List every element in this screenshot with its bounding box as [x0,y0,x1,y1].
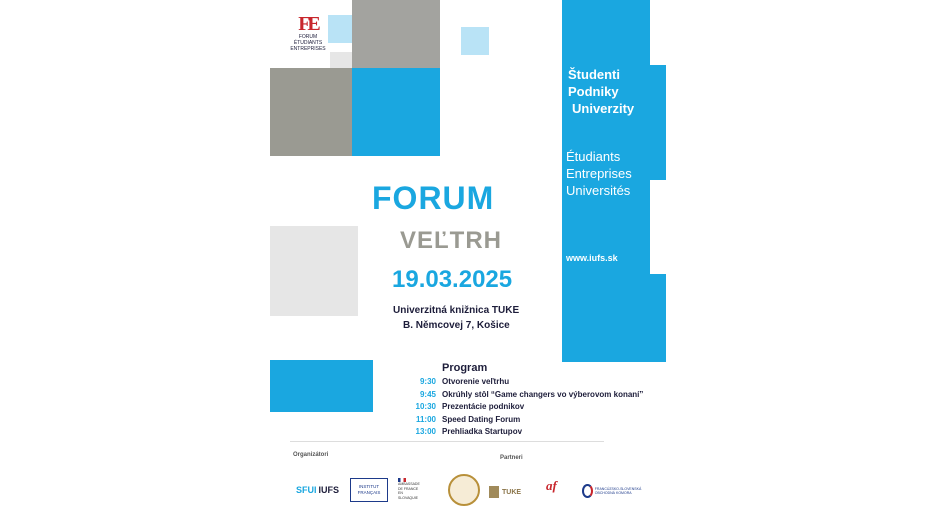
ccifs-mark-icon [582,484,593,498]
deco-block-blue-bottom [270,360,373,412]
tuke-logo [489,484,521,500]
sfui-logo-text: SFUI [296,485,317,495]
program-item [404,415,664,428]
venue-name: Univerzitná knižnica TUKE [393,305,520,316]
sk-tagline [568,66,634,117]
sfui-iufs-logo [296,480,339,500]
program-item [404,377,664,390]
program-list [404,377,664,440]
venue-address: B. Němcovej 7, Košice [403,320,510,331]
fr-line-universities: Universités [566,183,631,198]
ambassade-logo-text: AMBASSADE DE FRANCE EN SLOVAQUIE [398,482,420,500]
program-time: 10:30 [415,402,436,411]
sk-line-students: Študenti [568,67,620,82]
iufs-logo-text: IUFS [318,485,340,495]
deco-block-grey-left [270,68,352,156]
program-item [404,390,664,403]
program-label: Prezentácie podnikov [442,402,525,411]
deco-block-light-grey-small [330,52,352,68]
tuke-logo-text: TUKE [502,488,522,496]
program-label: Prehliadka Startupov [442,427,523,436]
university-seal-icon [448,474,480,506]
logo-line-3: ENTREPRISES [290,46,326,52]
sk-line-companies: Podniky [568,84,619,99]
logo-mark-icon: FE [298,13,318,35]
website-link[interactable]: www.iufs.sk [566,253,618,263]
fr-line-companies: Entreprises [566,166,632,181]
fr-line-students: Étudiants [566,149,621,164]
program-label: Speed Dating Forum [442,414,521,424]
organizers-label: Organizátori [293,452,329,458]
event-subtitle: VEĽTRH [400,227,502,254]
sk-line-universities: Univerzity [572,101,635,116]
ccifs-logo-text: FRANCÚZSKO-SLOVENSKÁ OBCHODNÁ KOMORA [594,486,642,495]
ccifs-logo [582,484,652,498]
right-panel-bottom [562,274,666,362]
tuke-mark-icon [489,486,499,498]
event-title: FORUM [372,180,495,216]
deco-block-light-blue-mid [461,27,489,55]
logo-line-2: ÉTUDIANTS [293,40,323,46]
program-label: Okrúhly stôl “Game changers vo výberovom konaní” [442,389,644,399]
ambassade-logo [398,478,422,502]
fr-tagline [566,148,632,199]
program-heading: Program [442,362,488,374]
program-time: 9:30 [419,377,436,386]
program-item [404,402,664,415]
program-time: 9:45 [419,389,436,399]
poster [268,0,666,525]
event-date: 19.03.2025 [392,266,513,293]
deco-block-light-blue-small [328,15,352,43]
program-time: 11:00 [415,414,436,424]
right-panel-top [562,0,650,65]
partners-label: Partneri [500,455,523,461]
program-item [404,427,664,440]
institut-francais-logo: INSTITUT FRANÇAIS [350,478,388,502]
deco-block-light-grey-left [270,226,358,316]
program-time: 13:00 [415,427,436,436]
alliance-francaise-logo: af [546,478,557,493]
deco-block-grey-top [352,0,440,68]
footer-divider [290,441,604,442]
deco-block-blue-center [352,68,440,156]
forum-logo [286,14,330,56]
logo-line-1: FORUM [298,34,318,40]
program-label: Otvorenie veľtrhu [442,377,510,386]
